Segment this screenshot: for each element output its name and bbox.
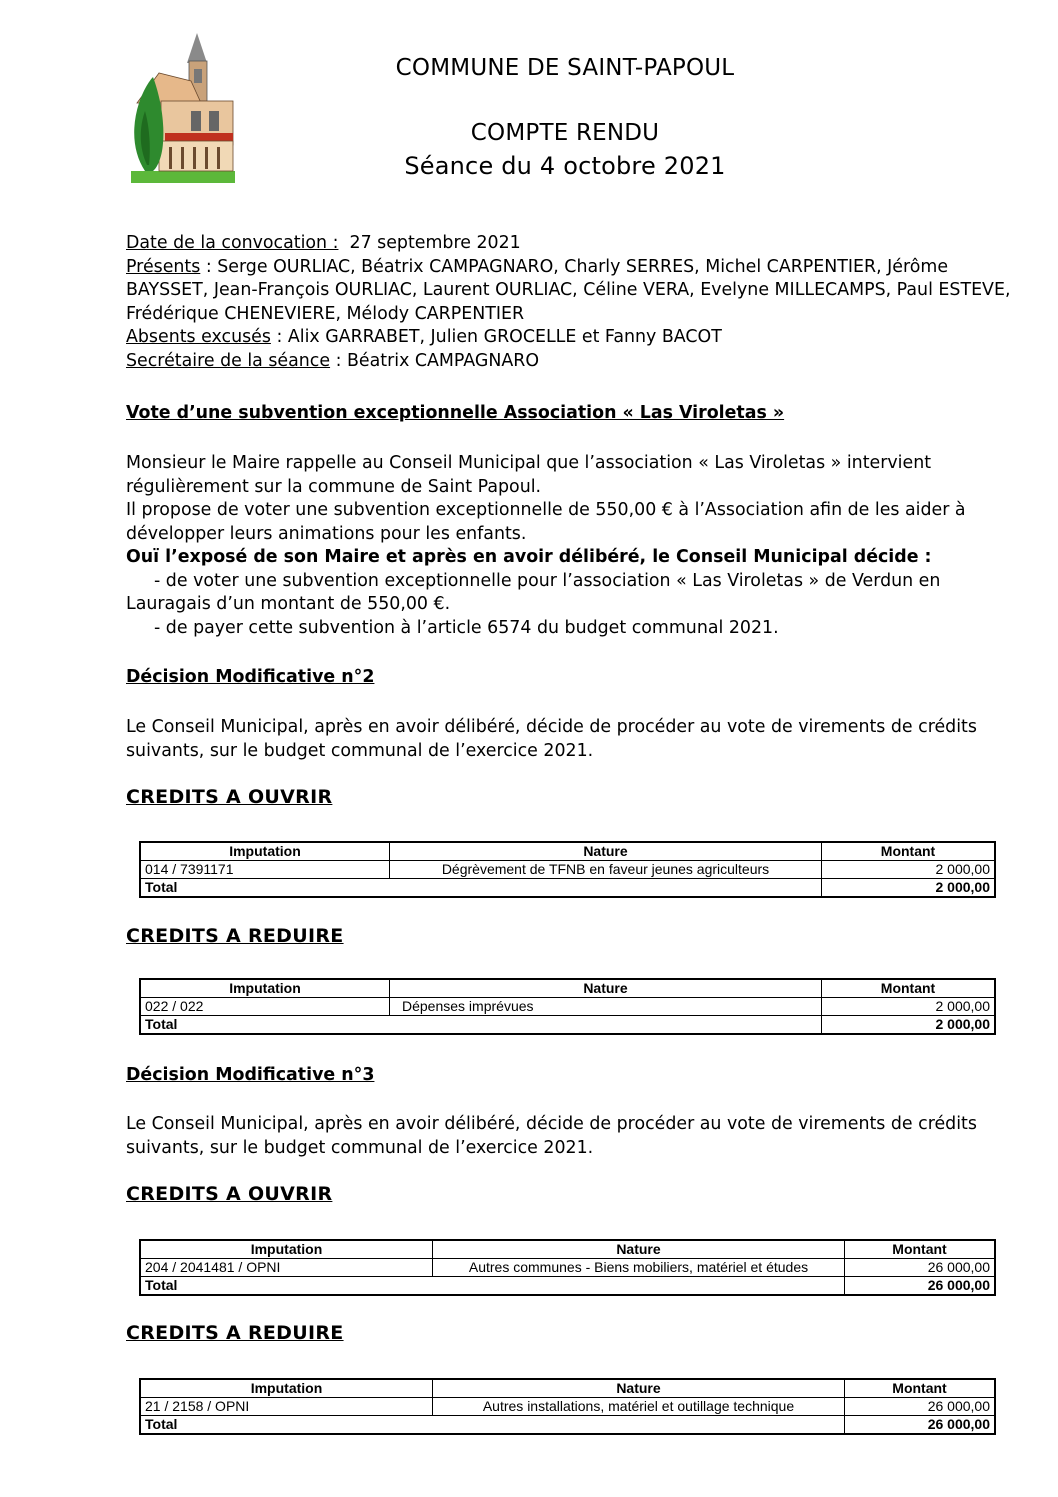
total-label: Total (140, 879, 822, 898)
decision-intro: Ouï l’exposé de son Maire et après en avoir délibéré, le Conseil Municipal décide : (126, 547, 932, 567)
cell-montant: 2 000,00 (822, 861, 996, 879)
table-header-row (140, 1240, 995, 1259)
dm3-reduire-table (139, 1378, 996, 1435)
dm2-reduire-title: CREDITS A REDUIRE (126, 925, 344, 947)
table-row (140, 998, 995, 1016)
col-nature: Nature (433, 1240, 845, 1259)
dm2-ouvrir-title: CREDITS A OUVRIR (126, 786, 333, 808)
cell-imputation: 014 / 7391171 (140, 861, 390, 879)
col-nature: Nature (390, 842, 822, 861)
dm3-title: Décision Modificative n°3 (126, 1065, 375, 1085)
presents-line (126, 256, 1016, 327)
decision-item-1: - de voter une subvention exceptionnelle pour l’association « Las Viroletas » de Verdun en (154, 570, 941, 591)
cell-nature: Autres installations, matériel et outillage technique (433, 1398, 845, 1416)
table-row (140, 1259, 995, 1277)
col-montant: Montant (822, 979, 996, 998)
cell-nature: Dégrèvement de TFNB en faveur jeunes agriculteurs (390, 861, 822, 879)
secretaire-label: Secrétaire de la séance (126, 350, 331, 371)
dm2-reduire-table (139, 978, 996, 1035)
total-label: Total (140, 1416, 845, 1435)
col-montant: Montant (845, 1379, 996, 1398)
dm3-ouvrir-table (139, 1239, 996, 1296)
col-montant: Montant (845, 1240, 996, 1259)
commune-title: COMMUNE DE SAINT-PAPOUL (395, 55, 735, 81)
table-total-row (140, 879, 995, 898)
cell-imputation: 022 / 022 (140, 998, 390, 1016)
col-imputation: Imputation (140, 979, 390, 998)
total-label: Total (140, 1277, 845, 1296)
table-header-row (140, 1379, 995, 1398)
cell-imputation: 204 / 2041481 / OPNI (140, 1259, 433, 1277)
secretaire-value: : Béatrix CAMPAGNARO (330, 350, 540, 371)
absents-label: Absents excusés (126, 327, 271, 347)
convocation-label: Date de la convocation : (126, 233, 339, 253)
col-nature: Nature (433, 1379, 845, 1398)
document-type: COMPTE RENDU (470, 120, 660, 146)
table-header-row (140, 842, 995, 861)
col-montant: Montant (822, 842, 996, 861)
decision-item-2: - de payer cette subvention à l’article 6574 du budget communal 2021. (154, 617, 779, 638)
total-value: 26 000,00 (845, 1416, 996, 1435)
subvention-section-body (126, 452, 1016, 640)
col-nature: Nature (390, 979, 822, 998)
table-header-row (140, 979, 995, 998)
dm3-reduire-title: CREDITS A REDUIRE (126, 1322, 344, 1344)
dm2-text: Le Conseil Municipal, après en avoir délibéré, décide de procéder au vote de virements de crédits suivants, sur le budget communal de l’exercice 2021. (126, 717, 977, 761)
subvention-paragraph-1: Monsieur le Maire rappelle au Conseil Municipal que l’association « Las Viroletas » intervient régulièrement sur la commune de Saint Papoul. (126, 453, 932, 497)
cell-imputation: 21 / 2158 / OPNI (140, 1398, 433, 1416)
cell-nature: Autres communes - Biens mobiliers, matériel et études (433, 1259, 845, 1277)
presents-value: : Serge OURLIAC, Béatrix CAMPAGNARO, Charly SERRES, Michel CARPENTIER, Jérôme BAYSSET, Jean-François OURLIAC, Laurent OURLIAC, Céline VERA, Evelyne MILLECAMPS, Paul ESTEVE, Frédérique CHENEVIERE, Mélody CARPENTIER (126, 256, 1011, 324)
col-imputation: Imputation (140, 842, 390, 861)
dm3-text: Le Conseil Municipal, après en avoir délibéré, décide de procéder au vote de virements de crédits suivants, sur le budget communal de l’exercice 2021. (126, 1114, 977, 1158)
table-total-row (140, 1277, 995, 1296)
total-value: 2 000,00 (822, 879, 996, 898)
absents-line (126, 326, 1016, 350)
meeting-info (126, 232, 1016, 373)
dm2-title: Décision Modificative n°2 (126, 667, 375, 687)
total-value: 26 000,00 (845, 1277, 996, 1296)
table-total-row (140, 1416, 995, 1435)
dm3-ouvrir-title: CREDITS A OUVRIR (126, 1183, 333, 1205)
cell-montant: 26 000,00 (845, 1259, 996, 1277)
secretaire-line (126, 350, 1016, 374)
cell-montant: 2 000,00 (822, 998, 996, 1016)
dm2-ouvrir-table (139, 841, 996, 898)
total-label: Total (140, 1016, 822, 1035)
cell-montant: 26 000,00 (845, 1398, 996, 1416)
subvention-paragraph-2: Il propose de voter une subvention exceptionnelle de 550,00 € à l’Association afin de les aider à développer leurs animations pour les enfants. (126, 500, 966, 544)
total-value: 2 000,00 (822, 1016, 996, 1035)
table-row (140, 861, 995, 879)
presents-label: Présents (126, 256, 201, 277)
absents-value: : Alix GARRABET, Julien GROCELLE et Fanny BACOT (270, 327, 722, 347)
col-imputation: Imputation (140, 1240, 433, 1259)
convocation-line (126, 232, 1016, 256)
subvention-section-title: Vote d’une subvention exceptionnelle Association « Las Viroletas » (126, 403, 785, 423)
cell-nature: Dépenses imprévues (390, 998, 822, 1016)
table-row (140, 1398, 995, 1416)
table-total-row (140, 1016, 995, 1035)
decision-item-1-cont: Lauragais d’un montant de 550,00 €. (126, 594, 451, 614)
convocation-value: 27 septembre 2021 (338, 233, 521, 253)
col-imputation: Imputation (140, 1379, 433, 1398)
session-date: Séance du 4 octobre 2021 (404, 152, 726, 180)
